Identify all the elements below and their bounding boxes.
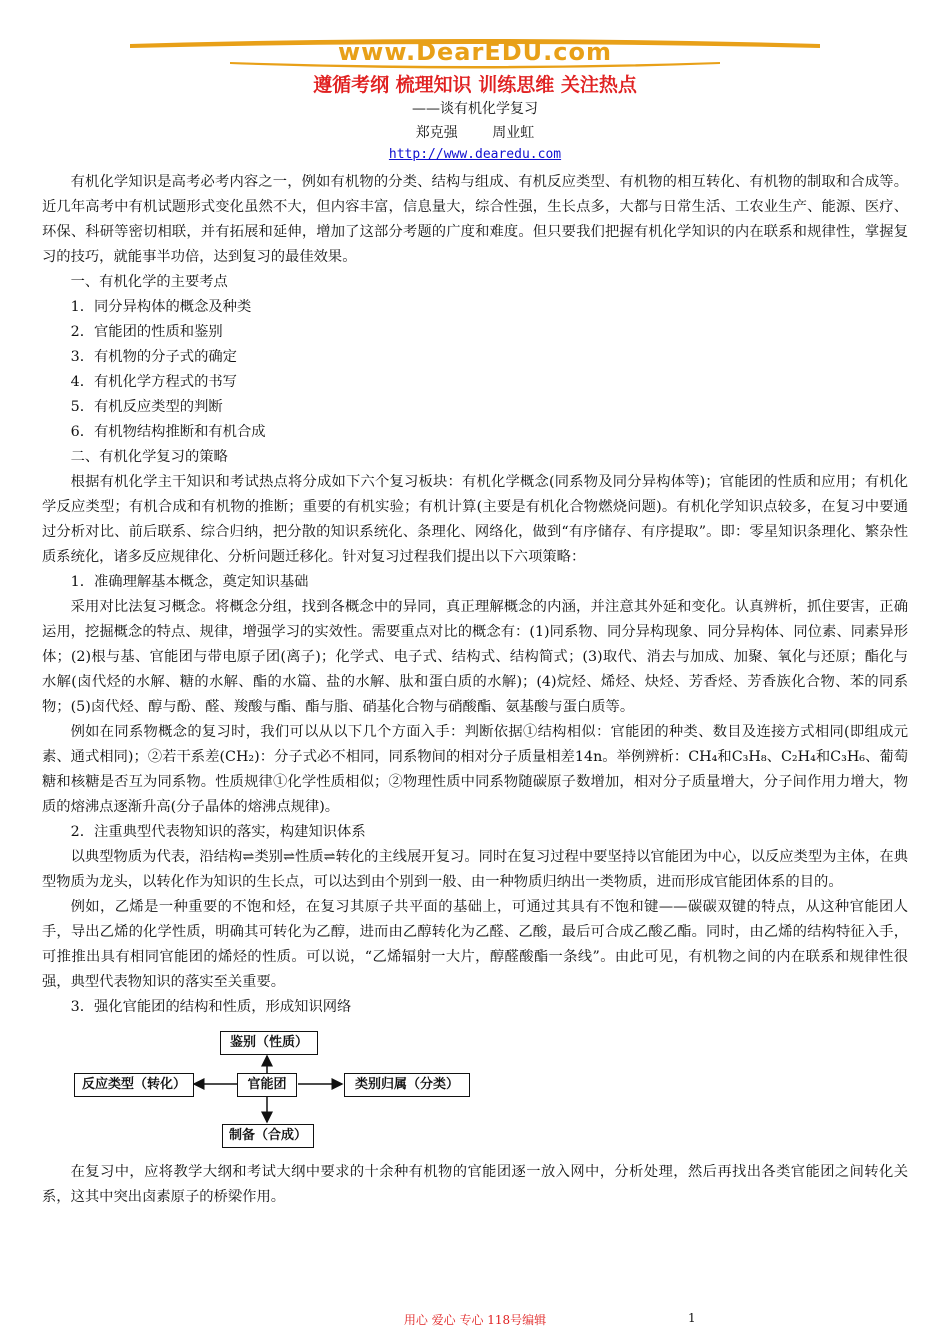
banner-text[interactable]: www.DearEDU.com: [338, 38, 612, 66]
diagram-node-left: 反应类型（转化）: [74, 1073, 194, 1097]
paragraph: 在复习中，应将教学大纲和考试大纲中要求的十余种有机物的官能团逐一放入网中，分析处理，然后再找出各类官能团之间转化关系，这其中突出卤素原子的桥梁作用。: [42, 1164, 908, 1205]
page-number: 1: [688, 1311, 696, 1325]
paragraph: 例如，乙烯是一种重要的不饱和烃，在复习其原子共平面的基础上，可通过其具有不饱和键——碳碳双键的特点，从这种官能团人手，导出乙烯的化学性质，明确其可转化为乙醇，进而由乙醇转化为乙醛、乙酸，最后可合成乙酸乙酯。同时，由乙烯的结构特征入手，可推推出具有相同官能团的烯烃的性质。可以说，“乙烯辐射一大片，醇醛酸酯一条线”。由此可见，有机物之间的内在联系和规律性很强，典型代表物知识的落实至关重要。: [42, 899, 908, 990]
functional-group-diagram: [42, 1026, 908, 1156]
diagram-node-top: 鉴别（性质）: [220, 1031, 318, 1055]
list-item: 6．有机物结构推断和有机合成: [70, 424, 266, 440]
subsection-heading: 1．准确理解基本概念，奠定知识基础: [70, 574, 309, 590]
paragraph: 采用对比法复习概念。将概念分组，找到各概念中的异同，真正理解概念的内涵，并注意其外延和变化。认真辨析，抓住要害，正确运用，挖掘概念的特点、规律，增强学习的实效性。需要重点对比的概念有：(1)同系物、同分异构现象、同分异构体、同位素、同素异形体；(2)根与基、官能团与带电原子团(离子)；化学式、电子式、结构式、结构简式；(3)取代、消去与加成、加聚、氧化与还原；酯化与水解(卤代烃的水解、糖的水解、酯的水篇、盐的水解、肽和蛋白质的水解)；(4)烷烃、烯烃、炔烃、芳香烃、芳香族化合物、苯的同系物；(5)卤代烃、醇与酚、醛、羧酸与酯、酯与脂、硝基化合物与硝酸酯、氨基酸与蛋白质等。: [42, 599, 908, 715]
list-item: 2．官能团的性质和鉴别: [70, 324, 223, 340]
section-heading: 二、有机化学复习的策略: [70, 449, 228, 465]
subsection-heading: 3．强化官能团的结构和性质，形成知识网络: [70, 999, 352, 1015]
diagram-node-right: 类别归属（分类）: [344, 1073, 470, 1097]
author-name: 周业虹: [492, 125, 535, 141]
site-banner[interactable]: [130, 36, 820, 70]
site-link[interactable]: http://www.dearedu.com: [388, 147, 562, 162]
diagram-node-center: 官能团: [237, 1073, 297, 1097]
subsection-heading: 2．注重典型代表物知识的落实，构建知识体系: [70, 824, 366, 840]
paragraph: 以典型物质为代表，沿结构⇌类别⇌性质⇌转化的主线展开复习。同时在复习过程中要坚持以官能团为中心，以反应类型为主体，在典型物质为龙头，以转化作为知识的生长点，可以达到由个别到一般、由一种物质归纳出一类物质，进而形成官能团体系的目的。: [42, 849, 908, 890]
paragraph: 根据有机化学主干知识和考试热点将分成如下六个复习板块：有机化学概念(同系物及同分异构体等)；官能团的性质和应用；有机化学反应类型；有机合成和有机物的推断；重要的有机实验；有机计算(主要是有机化合物燃烧问题)。有机化学知识点较多，在复习中要通过分析对比、前后联系、综合归纳，把分散的知识系统化、条理化、网络化，做到“有序储存、有序提取”。即：零星知识条理化、繁杂性质系统化，诸多反应规律化、分析问题迁移化。针对复习过程我们提出以下六项策略：: [42, 474, 908, 565]
intro-paragraph: 有机化学知识是高考必考内容之一，例如有机物的分类、结构与组成、有机反应类型、有机物的相互转化、有机物的制取和合成等。近几年高考中有机试题形式变化虽然不大，但内容丰富，信息量大，综合性强，生长点多，大都与日常生活、工农业生产、能源、医疗、环保、科研等密切相联，并有拓展和延伸，增加了这部分考题的广度和难度。但只要我们把握有机化学知识的内在联系和规律性，掌握复习的技巧，就能事半功倍，达到复习的最佳效果。: [42, 174, 908, 265]
page-subtitle: ——谈有机化学复习: [412, 101, 538, 117]
paragraph: 例如在同系物概念的复习时，我们可以从以下几个方面入手：判断依据①结构相似：官能团的种类、数目及连接方式相同(即组成元素、通式相同)；②若干系差(CH₂)：分子式必不相同，同系物间的相对分子质量相差14n。举例辨析：CH₄和C₃H₈、C₂H₄和C₃H₆、葡萄糖和核糖是否互为同系物。性质规律①化学性质相似；②物理性质中同系物随碳原子数增加，相对分子质量增大，分子间作用力增大，物质的熔沸点逐渐升高(分子晶体的熔沸点规律)。: [42, 724, 908, 815]
list-item: 5．有机反应类型的判断: [70, 399, 223, 415]
list-item: 4．有机化学方程式的书写: [70, 374, 237, 390]
list-item: 3．有机物的分子式的确定: [70, 349, 237, 365]
article-body: [42, 170, 908, 1210]
author-name: 郑克强: [415, 125, 458, 141]
section-heading: 一、有机化学的主要考点: [70, 274, 228, 290]
footer-text: 用心 爱心 专心 118号编辑: [403, 1313, 547, 1327]
page-title: 遵循考纲 梳理知识 训练思维 关注热点: [313, 74, 637, 96]
list-item: 1．同分异构体的概念及种类: [70, 299, 252, 315]
authors: [0, 122, 950, 142]
diagram-node-bottom: 制备（合成）: [222, 1124, 314, 1148]
